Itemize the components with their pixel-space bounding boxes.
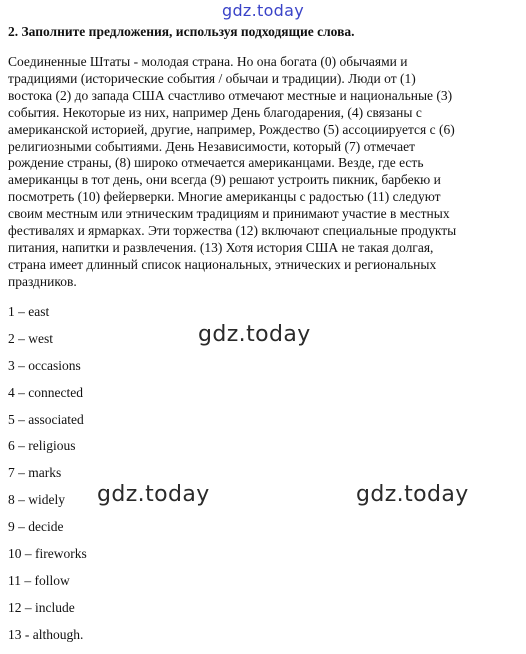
paragraph-line: востока (2) до запада США счастливо отмечают местные и национальные (3) [8,87,453,103]
exercise-paragraph [8,54,516,291]
answer-item: 2 – west [8,330,53,346]
paragraph-line: фестивалях и ярмарках. Эти торжества (12) включают специальные продукты [8,223,457,239]
paragraph-line: Соединенные Штаты - молодая страна. Но она богата (0) обычаями и [8,54,408,69]
paragraph-line: рождение страны, (8) широко отмечается американцами. Везде, где есть [8,155,424,171]
watermark-bottom-right: gdz.today [356,482,469,507]
answer-item: 9 – decide [8,519,64,535]
paragraph-line: традициями (исторические события / обычаи и традиции). Люди от (1) [8,70,416,86]
answer-item: 8 – widely [8,492,65,508]
exercise-heading: 2. Заполните предложения, используя подходящие слова. [8,24,355,39]
paragraph-line: события. Некоторые из них, например День благодарения, (4) связаны с [8,104,422,120]
answer-item: 10 – fireworks [8,546,87,562]
paragraph-line: посмотреть (10) фейерверки. Многие американцы с радостью (11) следуют [8,189,441,205]
answer-item: 3 – occasions [8,357,81,373]
answer-item: 12 – include [8,599,75,615]
answer-item: 11 – follow [8,572,70,588]
watermark-top: gdz.today [222,1,304,20]
watermark-middle: gdz.today [198,322,311,347]
paragraph-line: страна имеет длинный список национальных, этнических и региональных [8,256,437,272]
answer-item: 6 – religious [8,438,76,454]
answer-item: 13 - although. [8,626,84,642]
answer-list [8,304,87,654]
paragraph-line: американцы в тот день, они всегда (9) решают устроить пикник, барбекю и [8,172,441,188]
watermark-bottom-left: gdz.today [97,482,210,507]
answer-item: 4 – connected [8,384,83,400]
answer-item: 1 – east [8,304,50,319]
paragraph-line: своим местным или этническим традициям и принимают участие в местных [8,206,450,222]
answer-item: 7 – marks [8,465,62,481]
paragraph-line: питания, напитки и развлечения. (13) Хотя история США не такая долгая, [8,239,434,255]
paragraph-line: американской историей, другие, например, Рождество (5) ассоциируется с (6) [8,121,455,137]
answer-item: 5 – associated [8,411,84,427]
paragraph-line: праздников. [8,273,77,289]
paragraph-line: религиозными событиями. День Независимости, который (7) отмечает [8,138,415,154]
